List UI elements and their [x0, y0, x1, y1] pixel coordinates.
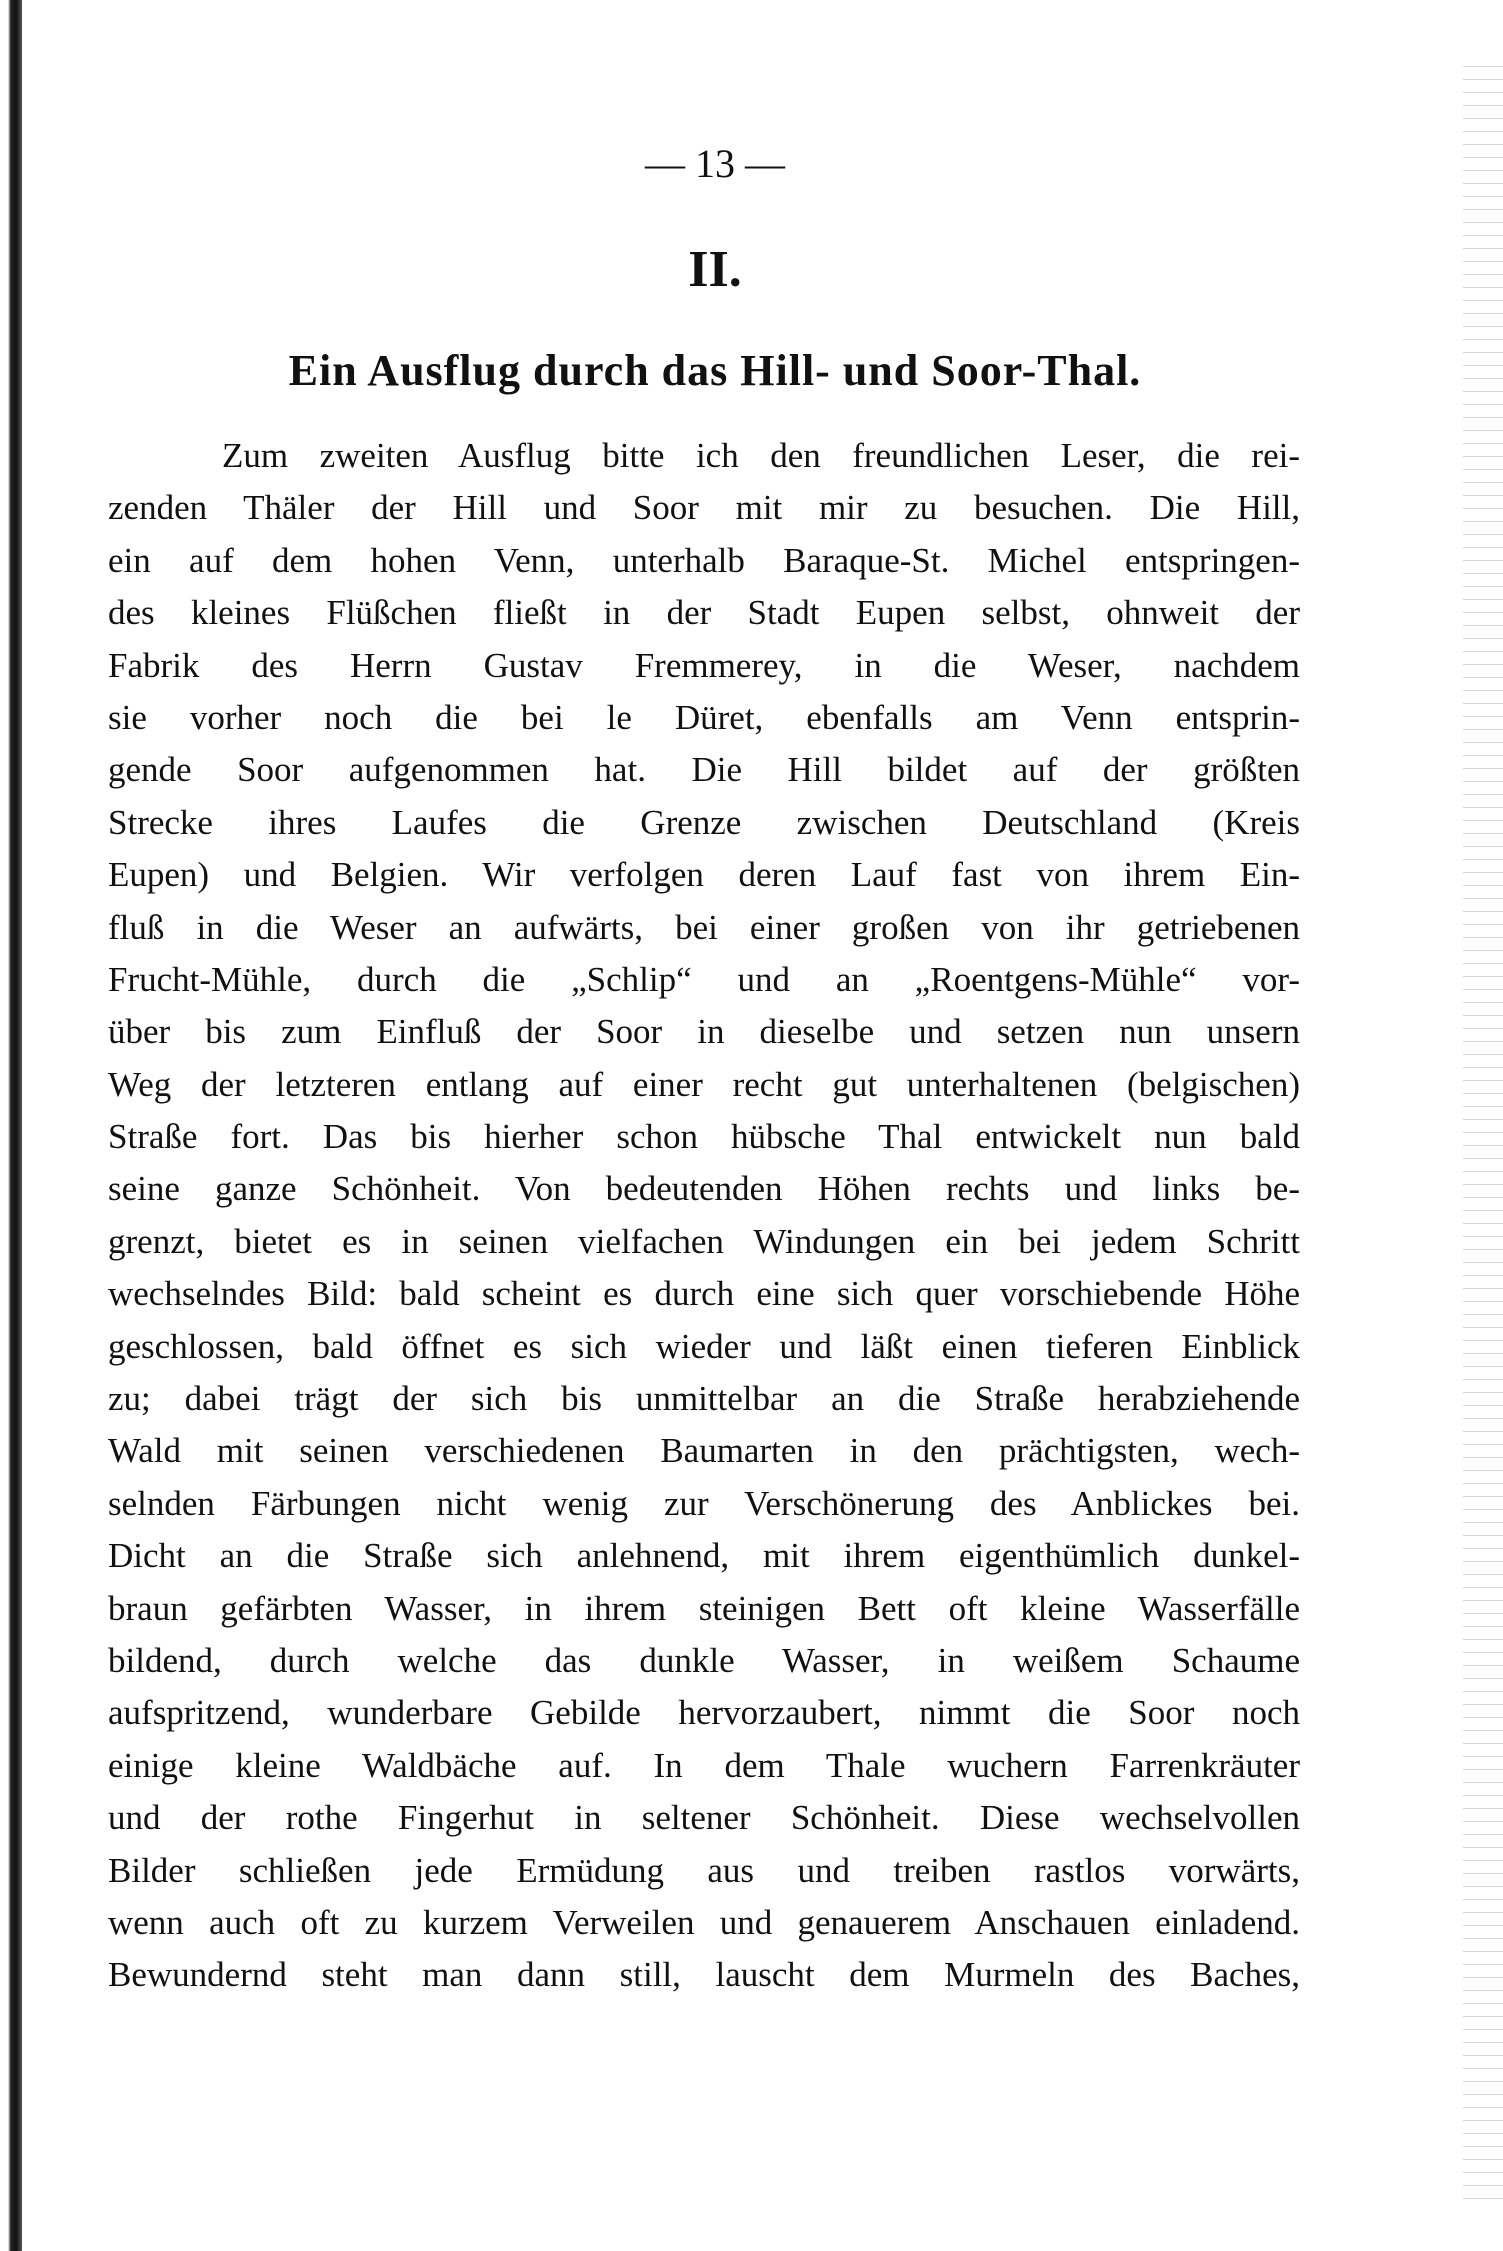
text-line-content: fluß in die Weser an aufwärts, bei einer großen von ihr getriebenen — [108, 907, 1300, 947]
text-line — [108, 1268, 1300, 1320]
text-line-content: zu; dabei trägt der sich bis unmittelbar an die Straße herabziehende — [108, 1379, 1300, 1419]
page-number: — 13 — — [645, 141, 785, 186]
page-edge-noise — [1463, 60, 1503, 2210]
text-line-content: Frucht-Mühle, durch die „Schlip“ und an „Roentgens-Mühle“ vor- — [108, 959, 1300, 999]
text-line-content: braun gefärbten Wasser, in ihrem steinigen Bett oft kleine Wasserfälle — [108, 1588, 1300, 1628]
text-line — [108, 1845, 1300, 1897]
text-line — [108, 954, 1300, 1006]
body-text — [108, 430, 1300, 2002]
text-line-content: einige kleine Waldbäche auf. In dem Thale wuchern Farrenkräuter — [108, 1745, 1300, 1785]
text-line-content: Fabrik des Herrn Gustav Fremmerey, in die Weser, nachdem — [108, 645, 1300, 685]
text-line-content: Zum zweiten Ausflug bitte ich den freundlichen Leser, die rei- — [222, 436, 1300, 475]
text-line — [108, 1635, 1300, 1687]
text-line — [108, 1949, 1300, 2001]
text-line-content: zenden Thäler der Hill und Soor mit mir zu besuchen. Die Hill, — [108, 488, 1300, 528]
text-line — [108, 1687, 1300, 1739]
text-line-content: Eupen) und Belgien. Wir verfolgen deren Lauf fast von ihrem Ein- — [108, 855, 1300, 895]
text-line — [108, 1478, 1300, 1530]
text-line — [108, 1897, 1300, 1949]
text-line — [108, 1740, 1300, 1792]
text-line — [108, 482, 1300, 534]
text-line-content: aufspritzend, wunderbare Gebilde hervorzaubert, nimmt die Soor noch — [108, 1693, 1300, 1733]
text-line-content: Weg der letzteren entlang auf einer recht gut unterhaltenen (belgischen) — [108, 1064, 1300, 1104]
text-line-content: selnden Färbungen nicht wenig zur Verschönerung des Anblickes bei. — [108, 1483, 1300, 1523]
text-line-content: seine ganze Schönheit. Von bedeutenden Höhen rechts und links be- — [108, 1169, 1300, 1209]
text-line — [108, 1583, 1300, 1635]
text-line — [108, 1792, 1300, 1844]
text-line-content: geschlossen, bald öffnet es sich wieder und läßt einen tieferen Einblick — [108, 1326, 1300, 1366]
text-line-content: Bewundernd steht man dann still, lauscht dem Murmeln des Baches, — [108, 1955, 1300, 1995]
page-edge-shadow — [8, 0, 22, 2251]
text-line-content: Bilder schließen jede Ermüdung aus und treiben rastlos vorwärts, — [108, 1850, 1300, 1890]
text-line — [108, 1006, 1300, 1058]
text-line-content: wenn auch oft zu kurzem Verweilen und genauerem Anschauen einladend. — [108, 1902, 1300, 1942]
text-line — [108, 1216, 1300, 1268]
chapter-heading: Ein Ausflug durch das Hill- und Soor-Thal. — [288, 346, 1142, 395]
text-line — [108, 535, 1300, 587]
text-line — [108, 797, 1300, 849]
text-line — [108, 1111, 1300, 1163]
text-line — [108, 692, 1300, 744]
text-line — [108, 1530, 1300, 1582]
text-line-content: grenzt, bietet es in seinen vielfachen Windungen ein bei jedem Schritt — [108, 1221, 1300, 1261]
text-line-content: und der rothe Fingerhut in seltener Schönheit. Diese wechselvollen — [108, 1798, 1300, 1838]
text-line-content: Wald mit seinen verschiedenen Baumarten in den prächtigsten, wech- — [108, 1431, 1300, 1471]
text-line-content: gende Soor aufgenommen hat. Die Hill bildet auf der größten — [108, 750, 1300, 790]
text-line — [108, 1321, 1300, 1373]
text-line — [108, 1373, 1300, 1425]
text-line-content: Straße fort. Das bis hierher schon hübsche Thal entwickelt nun bald — [108, 1117, 1300, 1157]
text-line — [108, 744, 1300, 796]
text-line — [108, 1425, 1300, 1477]
text-line — [108, 640, 1300, 692]
text-line — [108, 849, 1300, 901]
text-line — [108, 430, 1300, 482]
text-line — [108, 1059, 1300, 1111]
text-line-content: bildend, durch welche das dunkle Wasser, in weißem Schaume — [108, 1640, 1300, 1680]
text-line — [108, 902, 1300, 954]
text-line-content: Dicht an die Straße sich anlehnend, mit ihrem eigenthümlich dunkel- — [108, 1536, 1300, 1576]
text-line-content: wechselndes Bild: bald scheint es durch eine sich quer vorschiebende Höhe — [108, 1274, 1300, 1314]
text-line-content: Strecke ihres Laufes die Grenze zwischen Deutschland (Kreis — [108, 802, 1300, 842]
text-line — [108, 587, 1300, 639]
chapter-number: II. — [688, 241, 742, 298]
text-line — [108, 1163, 1300, 1215]
text-line-content: des kleines Flüßchen fließt in der Stadt Eupen selbst, ohnweit der — [108, 593, 1300, 633]
text-line-content: ein auf dem hohen Venn, unterhalb Baraque-St. Michel entspringen- — [108, 540, 1300, 580]
text-line-content: sie vorher noch die bei le Düret, ebenfalls am Venn entsprin- — [108, 697, 1300, 737]
text-line-content: über bis zum Einfluß der Soor in dieselbe und setzen nun unsern — [108, 1012, 1300, 1052]
